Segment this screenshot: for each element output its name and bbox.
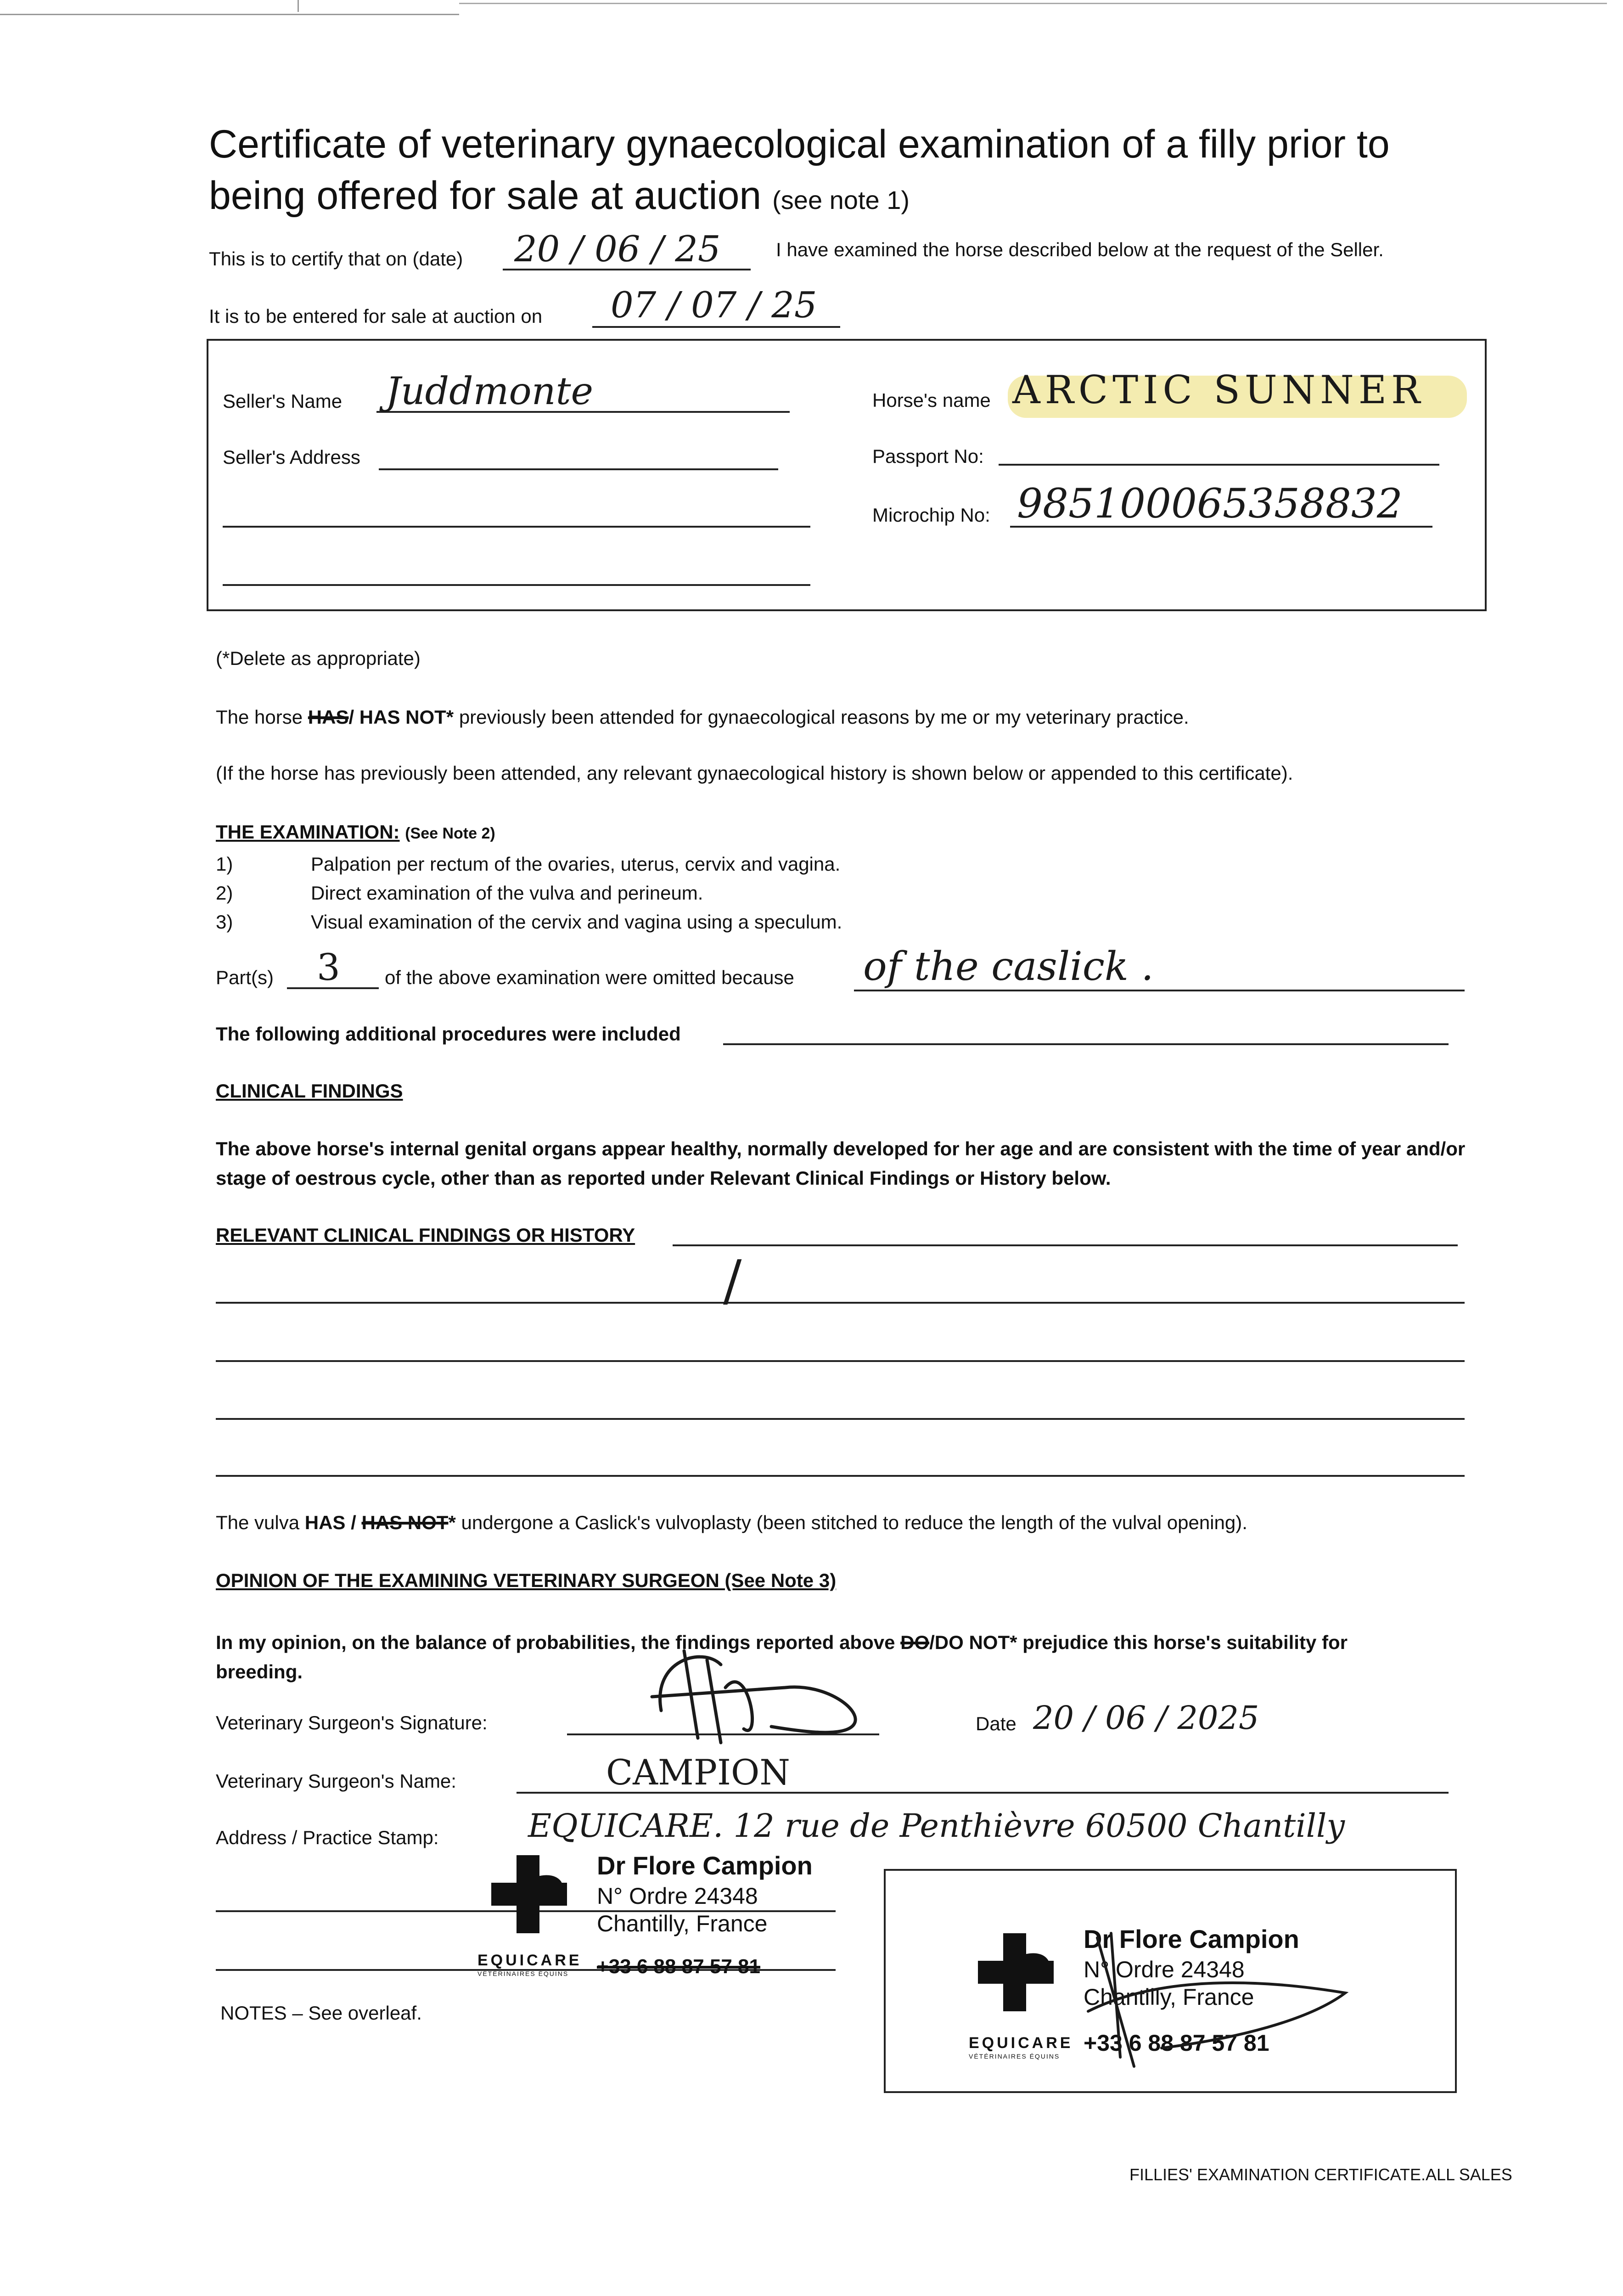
stamp-ordre: N° Ordre 24348 [597, 1883, 758, 1909]
attended-has-struck: HAS [308, 706, 349, 728]
scan-artifact-line [0, 14, 459, 15]
title-line-2: being offered for sale at auction (see note 1) [209, 174, 910, 218]
seller-address-line-1 [379, 468, 778, 470]
examination-item: 3) Visual examination of the cervix and vagina using a speculum. [216, 911, 842, 933]
relevant-line-2 [216, 1360, 1465, 1362]
seller-address-label: Seller's Address [223, 446, 360, 468]
stamp-signature-scribble [1070, 1919, 1391, 2071]
clinical-heading: CLINICAL FINDINGS [216, 1080, 403, 1102]
relevant-line-4 [216, 1475, 1465, 1477]
address-value: EQUICARE. 12 rue de Penthièvre 60500 Chantilly [528, 1807, 1345, 1845]
delete-note: (*Delete as appropriate) [216, 647, 421, 669]
passport-label: Passport No: [872, 445, 984, 467]
stamp-city: Chantilly, France [1084, 1984, 1254, 2010]
equicare-logo-icon [964, 1929, 1070, 2034]
address-label: Address / Practice Stamp: [216, 1827, 439, 1848]
omitted-line [854, 990, 1465, 991]
relevant-heading: RELEVANT CLINICAL FINDINGS OR HISTORY [216, 1224, 635, 1246]
stamp-phone: +33 6 88 87 57 81 [597, 1955, 760, 1978]
footer-label: FILLIES' EXAMINATION CERTIFICATE.ALL SALES [1129, 2165, 1512, 2184]
history-note: (If the horse has previously been attended, any relevant gynaecological history is shown below or appended to this certificate). [216, 762, 1293, 784]
stamp-brand: EQUICARE [477, 1952, 582, 1969]
vulva-statement: The vulva HAS / HAS NOT* undergone a Caslick's vulvoplasty (been stitched to reduce the length of the vulval opening). [216, 1512, 1247, 1533]
certify-suffix: I have examined the horse described below at the request of the Seller. [776, 239, 1384, 260]
exam-date-value: 20 / 06 / 25 [514, 229, 721, 270]
signature-scribble [634, 1632, 882, 1752]
parts-label: Part(s) [216, 967, 274, 988]
practice-stamp-right [964, 1919, 1423, 2071]
seller-name-label: Seller's Name [223, 390, 343, 412]
seller-address-line-3 [223, 584, 810, 586]
relevant-line-1 [216, 1302, 1465, 1304]
stamp-city: Chantilly, France [597, 1911, 768, 1936]
signature-label: Veterinary Surgeon's Signature: [216, 1712, 488, 1733]
auction-prefix: It is to be entered for sale at auction on [209, 305, 543, 327]
clinical-text: The above horse's internal genital organs appear healthy, normally developed for her age and are consistent with the time of year and/or stage of oestrous cycle, other than as reported under Relevant Clinical Findings or History below. [216, 1138, 1466, 1189]
stamp-brand: EQUICARE [969, 2034, 1073, 2052]
examination-list [216, 850, 842, 936]
notes-label: NOTES – See overleaf. [220, 2002, 422, 2024]
stamp-phone: +33 6 88 87 57 81 [1084, 2030, 1269, 2056]
horse-name-label: Horse's name [872, 389, 991, 411]
stamp-vet-name: Dr Flore Campion [597, 1851, 813, 1880]
attended-statement: The horse HAS/ HAS NOT* previously been attended for gynaecological reasons by me or my veterinary practice. [216, 706, 1189, 728]
date-label: Date [976, 1713, 1016, 1734]
vet-name-value: CAMPION [606, 1752, 790, 1793]
stamp-vet-name: Dr Flore Campion [1084, 1925, 1299, 1953]
vulva-has-not-struck: HAS NOT [361, 1512, 449, 1533]
stamp-ordre: N° Ordre 24348 [1084, 1957, 1245, 1982]
sign-date-value: 20 / 06 / 2025 [1033, 1699, 1259, 1737]
examination-item: 1) Palpation per rectum of the ovaries, uterus, cervix and vagina. [216, 853, 841, 875]
relevant-line-3 [216, 1418, 1465, 1420]
auction-date-line [592, 326, 840, 328]
title-line-1: Certificate of veterinary gynaecological examination of a filly prior to [209, 122, 1390, 166]
omitted-label: of the above examination were omitted because [385, 967, 794, 988]
relevant-line-0 [673, 1244, 1458, 1246]
passport-line [999, 464, 1439, 466]
opinion-text: In my opinion, on the balance of probabilities, the findings reported above DO/DO NOT* prejudice this horse's suitability for breeding. [216, 1632, 1348, 1683]
equicare-logo-icon [477, 1851, 583, 1956]
opinion-heading: OPINION OF THE EXAMINING VETERINARY SURGEON (See Note 3) [216, 1570, 837, 1591]
page-title [209, 118, 1540, 226]
stamp-brand-sub: VÉTÉRINAIRES ÉQUINS [969, 2053, 1060, 2060]
additional-label: The following additional procedures were included [216, 1023, 681, 1045]
microchip-value: 985100065358832 [1017, 480, 1403, 527]
examination-item: 2) Direct examination of the vulva and perineum. [216, 882, 703, 904]
parts-value: 3 [317, 946, 340, 989]
auction-date-value: 07 / 07 / 25 [611, 285, 817, 326]
microchip-label: Microchip No: [872, 504, 990, 526]
scan-artifact-tick [298, 0, 299, 12]
stamp-brand-sub: VÉTÉRINAIRES ÉQUINS [477, 1970, 569, 1977]
relevant-mark: / [723, 1249, 742, 1313]
title-note: (see note 1) [772, 186, 910, 214]
additional-line [723, 1043, 1449, 1045]
omitted-reason: of the caslick . [863, 944, 1154, 990]
vet-name-label: Veterinary Surgeon's Name: [216, 1770, 456, 1792]
horse-name-value: ARCTIC SUNNER [1012, 367, 1425, 412]
certify-prefix: This is to certify that on (date) [209, 248, 463, 270]
seller-address-line-2 [223, 526, 810, 528]
seller-name-value: Juddmonte [386, 370, 594, 413]
opinion-do-struck: DO [900, 1632, 930, 1653]
examination-heading: THE EXAMINATION: (See Note 2) [216, 821, 495, 843]
scan-artifact-line [459, 3, 1607, 4]
practice-stamp-left [477, 1841, 891, 1993]
